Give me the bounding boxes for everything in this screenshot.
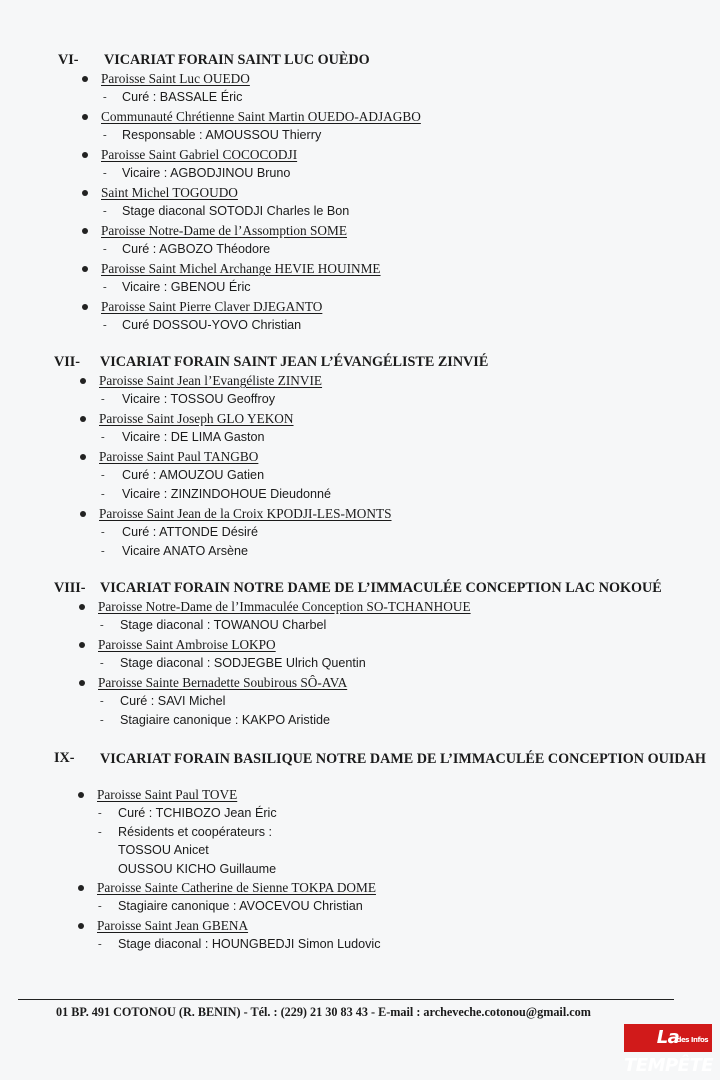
parish-name: Paroisse Saint Gabriel COCOCODJI: [101, 147, 298, 162]
bullet-icon: [82, 266, 88, 272]
dash-icon: -: [103, 205, 107, 217]
parish-name: Paroisse Notre-Dame de l’Assomption SOME: [101, 223, 347, 238]
footer-divider: [18, 999, 674, 1000]
parish-name: Paroisse Saint Jean de la Croix KPODJI-LES-MONTS: [99, 506, 392, 521]
person-entry: Vicaire : DE LIMA Gaston: [122, 430, 265, 444]
logo-text: La TEMPÊTE: [624, 1027, 714, 1076]
section-number: VIII-: [54, 580, 86, 596]
bullet-icon: [82, 114, 88, 120]
person-entry: TOSSOU Anicet: [118, 843, 209, 857]
person-entry: Vicaire : TOSSOU Geoffroy: [122, 392, 276, 406]
person-entry: Curé : TCHIBOZO Jean Éric: [118, 806, 277, 820]
bullet-icon: [80, 511, 86, 517]
person-entry: Curé : AMOUZOU Gatien: [122, 468, 265, 482]
person-entry: Curé : SAVI Michel: [120, 694, 226, 708]
section-title: VICARIAT FORAIN NOTRE DAME DE L’IMMACULÉE CONCEPTION LAC NOKOUÉ: [100, 580, 662, 596]
bullet-icon: [79, 680, 85, 686]
parish-name: Paroisse Saint Paul TANGBO: [99, 449, 259, 464]
la-tempete-logo: [624, 1024, 714, 1076]
person-entry: Vicaire : GBENOU Éric: [122, 280, 251, 294]
dash-icon: -: [101, 545, 105, 557]
dash-icon: -: [103, 243, 107, 255]
dash-icon: -: [101, 431, 105, 443]
person-entry: Stagiaire canonique : KAKPO Aristide: [120, 713, 331, 727]
bullet-icon: [79, 604, 85, 610]
footer-contact: 01 BP. 491 COTONOU (R. BENIN) - Tél. : (229) 21 30 83 43 - E-mail : archeveche.cotonou@gmail.com: [56, 1005, 591, 1019]
dash-icon: -: [98, 938, 102, 950]
section-number: VII-: [54, 354, 81, 370]
person-entry: Stage diaconal : SODJEGBE Ulrich Quentin: [120, 656, 366, 670]
bullet-icon: [82, 190, 88, 196]
person-entry: Stagiaire canonique : AVOCEVOU Christian: [118, 899, 363, 913]
dash-icon: -: [103, 281, 107, 293]
person-entry: Résidents et coopérateurs :: [118, 825, 273, 839]
parish-name: Communauté Chrétienne Saint Martin OUEDO-ADJAGBO: [101, 109, 421, 124]
parish-name: Paroisse Saint Luc OUEDO: [101, 71, 250, 86]
dash-icon: -: [100, 657, 104, 669]
parish-name: Paroisse Saint Jean l’Evangéliste ZINVIE: [99, 373, 323, 388]
dash-icon: -: [101, 469, 105, 481]
bullet-icon: [78, 923, 84, 929]
person-entry: OUSSOU KICHO Guillaume: [118, 862, 277, 876]
section-title: VICARIAT FORAIN SAINT LUC OUÈDO: [104, 52, 370, 68]
person-entry: Stage diaconal : HOUNGBEDJI Simon Ludovic: [118, 937, 381, 951]
bullet-icon: [82, 152, 88, 158]
bullet-icon: [82, 304, 88, 310]
dash-icon: -: [103, 167, 107, 179]
dash-icon: -: [101, 393, 105, 405]
person-entry: Vicaire : ZINZINDOHOUE Dieudonné: [122, 487, 332, 501]
dash-icon: -: [98, 900, 102, 912]
parish-name: Saint Michel TOGOUDO: [101, 185, 238, 200]
dash-icon: -: [100, 714, 104, 726]
person-entry: Curé : AGBOZO Théodore: [122, 242, 271, 256]
parish-name: Paroisse Sainte Bernadette Soubirous SÔ-AVA: [98, 675, 348, 690]
parish-name: Paroisse Sainte Catherine de Sienne TOKPA DOME: [97, 880, 376, 895]
bullet-icon: [82, 228, 88, 234]
person-entry: Vicaire ANATO Arsène: [122, 544, 248, 558]
dash-icon: -: [98, 807, 102, 819]
bullet-icon: [82, 76, 88, 82]
section-number: IX-: [54, 750, 75, 766]
person-entry: Stage diaconal SOTODJI Charles le Bon: [122, 204, 350, 218]
section-number: VI-: [58, 52, 79, 68]
parish-name: Paroisse Saint Paul TOVE: [97, 787, 238, 802]
person-entry: Curé : ATTONDE Désiré: [122, 525, 258, 539]
person-entry: Curé DOSSOU-YOVO Christian: [122, 318, 302, 332]
dash-icon: -: [98, 826, 102, 838]
bullet-icon: [80, 378, 86, 384]
section-title: VICARIAT FORAIN BASILIQUE NOTRE DAME DE L’IMMACULÉE CONCEPTION OUIDAH: [100, 751, 706, 767]
dash-icon: -: [100, 695, 104, 707]
bullet-icon: [79, 642, 85, 648]
bullet-icon: [80, 454, 86, 460]
bullet-icon: [78, 792, 84, 798]
parish-name: Paroisse Saint Pierre Claver DJEGANTO: [101, 299, 323, 314]
parish-name: Paroisse Saint Joseph GLO YEKON: [99, 411, 294, 426]
person-entry: Stage diaconal : TOWANOU Charbel: [120, 618, 327, 632]
bullet-icon: [80, 416, 86, 422]
person-entry: Responsable : AMOUSSOU Thierry: [122, 128, 322, 142]
bullet-icon: [78, 885, 84, 891]
section-title: VICARIAT FORAIN SAINT JEAN L’ÉVANGÉLISTE ZINVIÉ: [100, 354, 489, 370]
dash-icon: -: [103, 319, 107, 331]
parish-name: Paroisse Saint Ambroise LOKPO: [98, 637, 276, 652]
parish-name: Paroisse Notre-Dame de l’Immaculée Conception SO-TCHANHOUE: [98, 599, 471, 614]
dash-icon: -: [100, 619, 104, 631]
parish-name: Paroisse Saint Michel Archange HEVIE HOUINME: [101, 261, 381, 276]
parish-name: Paroisse Saint Jean GBENA: [97, 918, 249, 933]
dash-icon: -: [103, 129, 107, 141]
dash-icon: -: [101, 488, 105, 500]
person-entry: Vicaire : AGBODJINOU Bruno: [122, 166, 291, 180]
dash-icon: -: [101, 526, 105, 538]
logo-sup: des Infos: [676, 1036, 708, 1044]
person-entry: Curé : BASSALE Éric: [122, 90, 243, 104]
dash-icon: -: [103, 91, 107, 103]
